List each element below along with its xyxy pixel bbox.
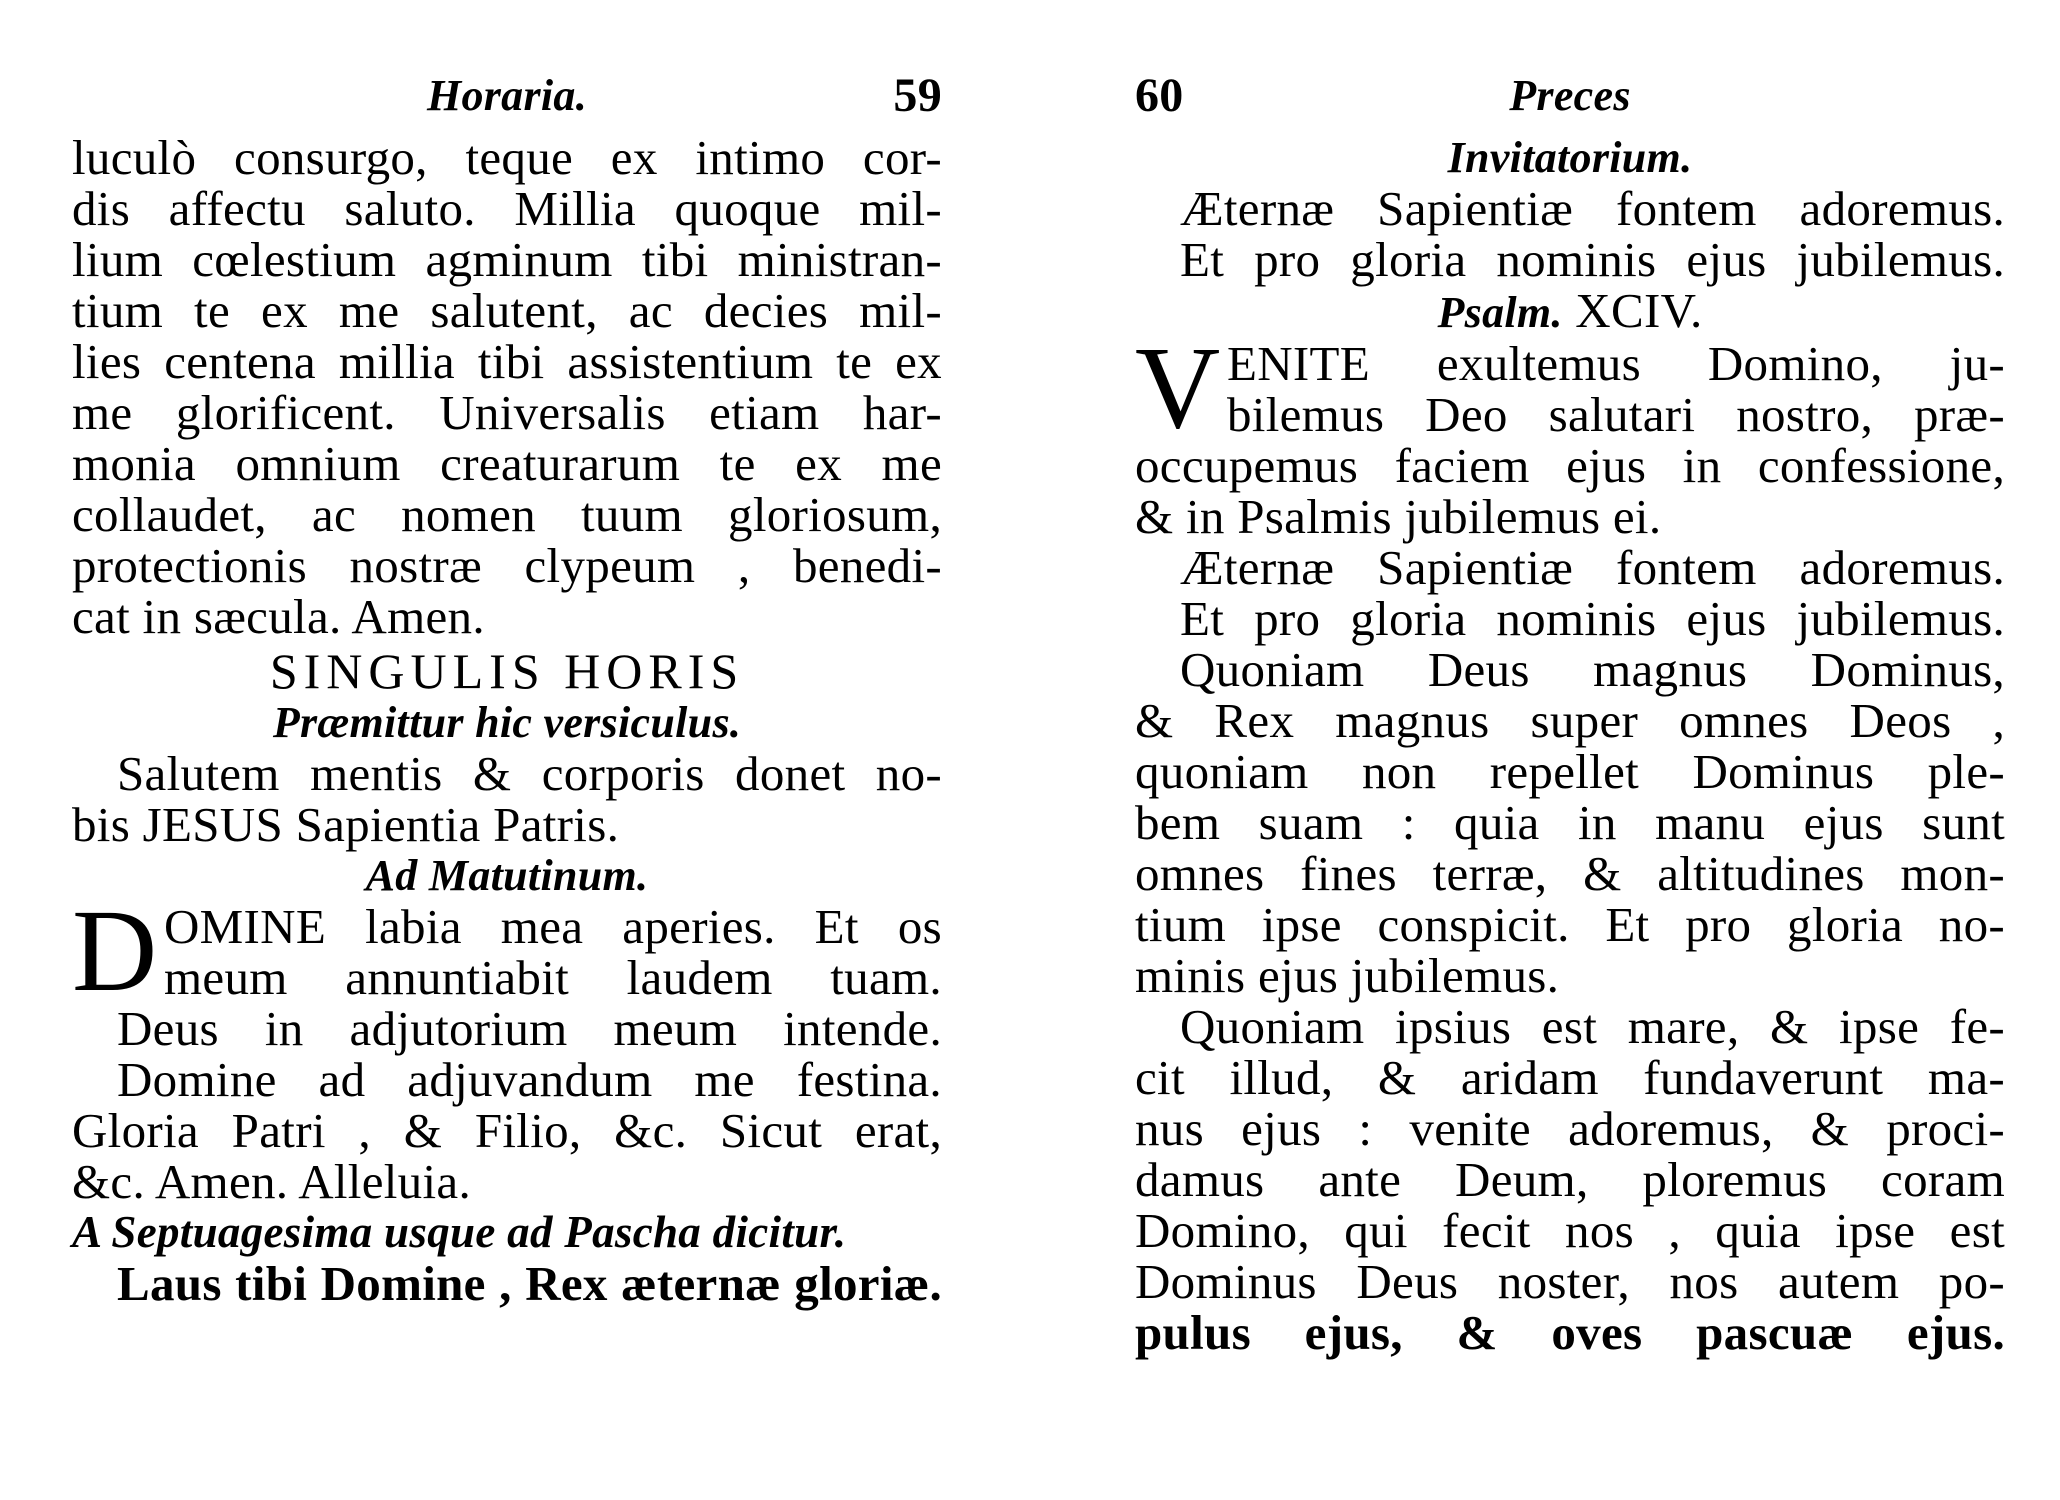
- text-line: & in Psalmis jubilemus ei.: [1135, 489, 1662, 544]
- text-line: lium cœlestium agminum tibi ministran-: [72, 232, 942, 287]
- text-line: lies centena millia tibi assistentium te ex: [72, 334, 942, 389]
- text-line: protectionis nostræ clypeum , benedi-: [72, 538, 942, 593]
- section-heading: SINGULIS HORIS: [269, 643, 745, 699]
- text-line: omnes fines terræ, & altitudines mon-: [1135, 846, 2005, 901]
- venite-paragraph: [1135, 322, 2005, 453]
- deus-paragraph: [72, 1003, 942, 1207]
- text-line: tium ipse conspicit. Et pro gloria no-: [1135, 897, 2005, 952]
- text-line: Dominus Deus noster, nos autem po-: [1135, 1254, 2005, 1309]
- domine-paragraph: [72, 885, 942, 1016]
- text-line: nus ejus : venite adoremus, & proci-: [1135, 1101, 2005, 1156]
- text-line: Domino, qui fecit nos , quia ipse est: [1135, 1203, 2005, 1258]
- drop-cap: D: [72, 885, 158, 1016]
- text-line: ENITE exultemus Domino, ju-: [1227, 336, 2005, 391]
- venite-continuation: [1135, 440, 2005, 542]
- running-title: Horaria.: [426, 71, 588, 120]
- text-line: occupemus faciem ejus in confessione,: [1135, 438, 2005, 493]
- text-line: minis ejus jubilemus.: [1135, 948, 1560, 1003]
- refrain-paragraph: [1135, 542, 2005, 644]
- text-line: Æternæ Sapientiæ fontem adoremus.: [1180, 540, 2005, 595]
- left-page: [72, 70, 942, 1309]
- text-line: OMINE labia mea aperies. Et os: [164, 899, 942, 954]
- text-line: pulus ejus, & oves pascuæ ejus.: [1135, 1305, 2005, 1360]
- text-line: &c. Amen. Alleluia.: [72, 1154, 471, 1209]
- psalm-heading: [1135, 285, 2005, 338]
- continuation-paragraph: [72, 132, 942, 642]
- text-line: meum annuntiabit laudem tuam.: [164, 950, 942, 1005]
- text-line: Quoniam ipsius est mare, & ipse fe-: [1180, 999, 2005, 1054]
- psalm-label: Psalm.: [1437, 288, 1563, 337]
- text-line: bis JESUS Sapientia Patris.: [72, 797, 620, 852]
- psalm-number: XCIV.: [1575, 283, 1703, 338]
- septuagesima-rubric: A Septuagesima usque ad Pascha dicitur.: [72, 1207, 847, 1257]
- text-line: Salutem mentis & corporis donet no-: [117, 746, 942, 801]
- text-line: Gloria Patri , & Filio, &c. Sicut erat,: [72, 1103, 942, 1158]
- left-page-header: [72, 70, 942, 132]
- right-page-header: [1135, 70, 2005, 132]
- invitatory-paragraph: [1135, 183, 2005, 285]
- drop-cap: V: [1135, 322, 1221, 453]
- quoniam-paragraph-2: [1135, 1001, 2005, 1358]
- text-line: Domine ad adjuvandum me festina.: [117, 1052, 942, 1107]
- text-line: bilemus Deo salutari nostro, præ-: [1227, 387, 2005, 442]
- section-subheading: Præmittur hic versiculus.: [272, 698, 742, 747]
- text-line: me glorificent. Universalis etiam har-: [72, 385, 942, 440]
- text-line: Deus in adjutorium meum intende.: [117, 1001, 942, 1056]
- text-line: cit illud, & aridam fundaverunt ma-: [1135, 1050, 2005, 1105]
- text-line: dis affectu saluto. Millia quoque mil-: [72, 181, 942, 236]
- text-line: damus ante Deum, ploremus coram: [1135, 1152, 2005, 1207]
- text-line: Æternæ Sapientiæ fontem adoremus.: [1180, 181, 2005, 236]
- matins-heading: Ad Matutinum.: [365, 851, 649, 900]
- running-title: Preces: [1509, 71, 1631, 120]
- versicle-paragraph: [72, 748, 942, 850]
- text-line: quoniam non repellet Dominus ple-: [1135, 744, 2005, 799]
- text-line: bem suam : quia in manu ejus sunt: [1135, 795, 2005, 850]
- laus-line: Laus tibi Domine , Rex æternæ gloriæ.: [117, 1256, 942, 1311]
- text-line: cat in sæcula. Amen.: [72, 589, 485, 644]
- page-number: 59: [893, 69, 942, 122]
- text-line: collaudet, ac nomen tuum gloriosum,: [72, 487, 942, 542]
- page-number: 60: [1135, 69, 1184, 122]
- text-line: monia omnium creaturarum te ex me: [72, 436, 942, 491]
- text-line: & Rex magnus super omnes Deos ,: [1135, 693, 2005, 748]
- text-line: Quoniam Deus magnus Dominus,: [1180, 642, 2005, 697]
- quoniam-paragraph-1: [1135, 644, 2005, 1001]
- text-line: tium te ex me salutent, ac decies mil-: [72, 283, 942, 338]
- text-line: luculò consurgo, teque ex intimo cor-: [72, 130, 942, 185]
- right-page: [1135, 70, 2005, 1358]
- text-line: Et pro gloria nominis ejus jubilemus.: [1180, 232, 2005, 287]
- text-line: Et pro gloria nominis ejus jubilemus.: [1180, 591, 2005, 646]
- invitatory-heading: Invitatorium.: [1447, 133, 1693, 182]
